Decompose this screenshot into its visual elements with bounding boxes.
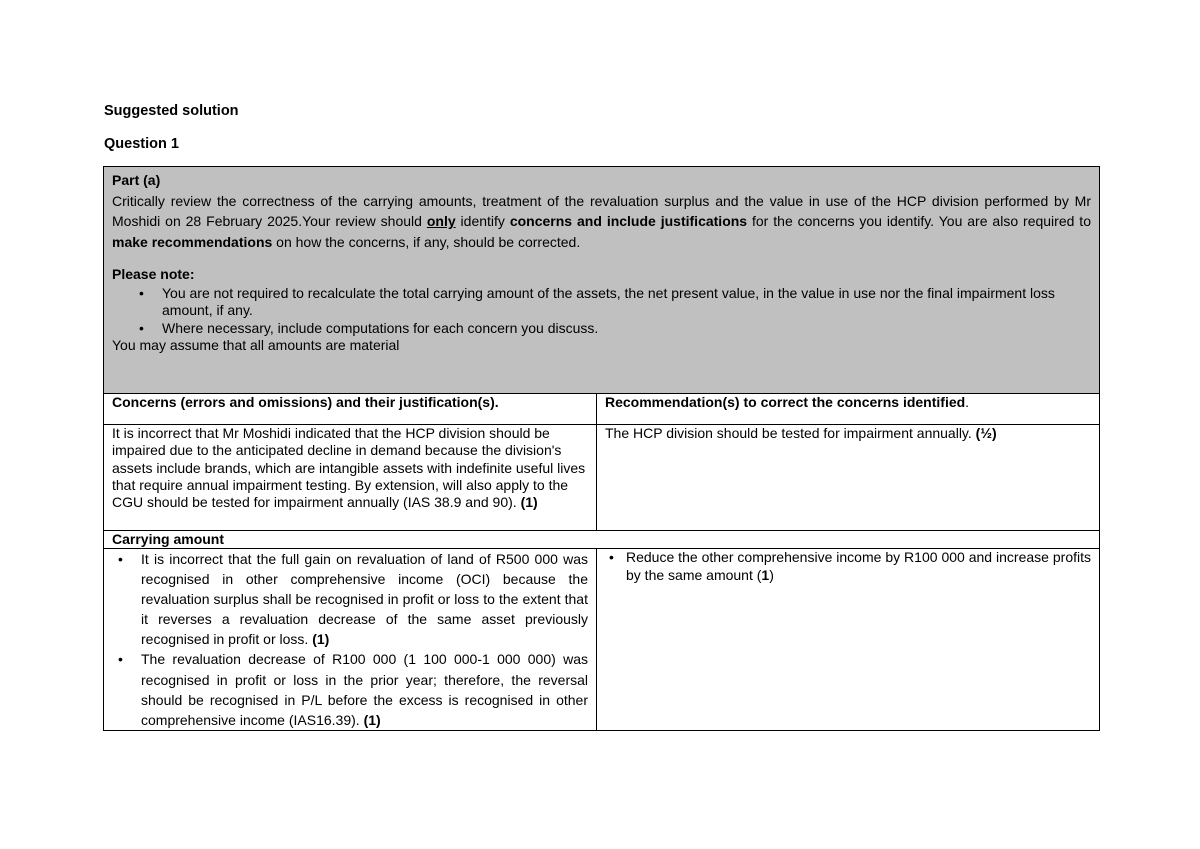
bullet-icon: • — [118, 551, 123, 567]
note-item: • Where necessary, include computations for each concern you discuss. — [139, 319, 599, 336]
table-row — [104, 549, 1100, 731]
note-continuation: You may assume that all amounts are material — [112, 337, 400, 353]
concern-cell: It is incorrect that Mr Moshidi indicated that the HCP division should be impaired due to the anticipated decline in demand because the division's assets include brands, which are intangible assets with indefinite useful lives that require annual impairment testing. By extension, will also apply to the CGU should be tested for impairment annually (IAS 38.9 and 90). (1) — [104, 425, 597, 531]
bullet-icon: • — [139, 284, 144, 301]
note-item: • You are not required to recalculate the total carrying amount of the assets, the net present value, in the value in use nor the final impairment loss amount, if any. — [139, 284, 1055, 318]
recommendation-cell: The HCP division should be tested for impairment annually. (½) — [597, 425, 1100, 531]
recommend-emphasis: make recommendations — [112, 233, 273, 250]
only-emphasis: only — [426, 213, 456, 229]
column-header-recommendations: Recommendation(s) to correct the concerns identified. — [597, 394, 1100, 425]
concern-cell — [104, 549, 597, 731]
table-row — [104, 425, 1100, 531]
section-heading-carrying-amount: Carrying amount — [104, 531, 1100, 549]
list-item: • It is incorrect that the full gain on revaluation of land of R500 000 was recognised in other comprehensive income (OCI) because the revaluation surplus shall be recognised in profit or loss to the extent that it reverses a revaluation decrease of the same asset previously recognised in profit or loss. (1) — [118, 551, 588, 648]
mark: (½) — [975, 425, 997, 441]
list-item: • Reduce the other comprehensive income by R100 000 and increase profits by the same amount (1) — [609, 549, 1091, 583]
section-row — [104, 531, 1100, 549]
document-heading: Suggested solution — [104, 103, 239, 119]
note-label: Please note: — [112, 266, 195, 282]
concern-list — [112, 549, 588, 730]
question-title: Question 1 — [104, 136, 179, 152]
table-header-row — [104, 394, 1100, 425]
notes-list — [112, 285, 1091, 338]
bullet-icon: • — [139, 319, 144, 336]
mark: (1) — [312, 631, 330, 648]
recommendation-cell — [597, 549, 1100, 731]
concerns-emphasis: concerns and include justifications — [509, 213, 748, 229]
mark: (1) — [363, 711, 381, 728]
column-header-concerns: Concerns (errors and omissions) and their justification(s). — [104, 394, 597, 425]
instruction-cell — [104, 167, 1100, 394]
part-label: Part (a) — [112, 172, 161, 188]
instruction-text: Critically review the correctness of the carrying amounts, treatment of the revaluation surplus and the value in use of the HCP division performed by Mr Moshidi on 28 February 2025.Your review should only identify concerns and include justifications for the concerns you identify. You are also required to make recommendations on how the concerns, if any, should be corrected. — [112, 192, 1091, 250]
bullet-icon: • — [609, 549, 614, 565]
mark: 1 — [761, 566, 770, 583]
mark: (1) — [520, 494, 538, 511]
bullet-icon: • — [118, 651, 123, 668]
list-item: • The revaluation decrease of R100 000 (1 100 000-1 000 000) was recognised in profit or loss in the prior year; therefore, the reversal should be recognised in P/L before the excess is recognised in other comprehensive income (IAS16.39). (1) — [118, 651, 588, 728]
instruction-row — [104, 167, 1100, 394]
solution-table — [103, 166, 1100, 731]
recommendation-list — [605, 549, 1091, 584]
